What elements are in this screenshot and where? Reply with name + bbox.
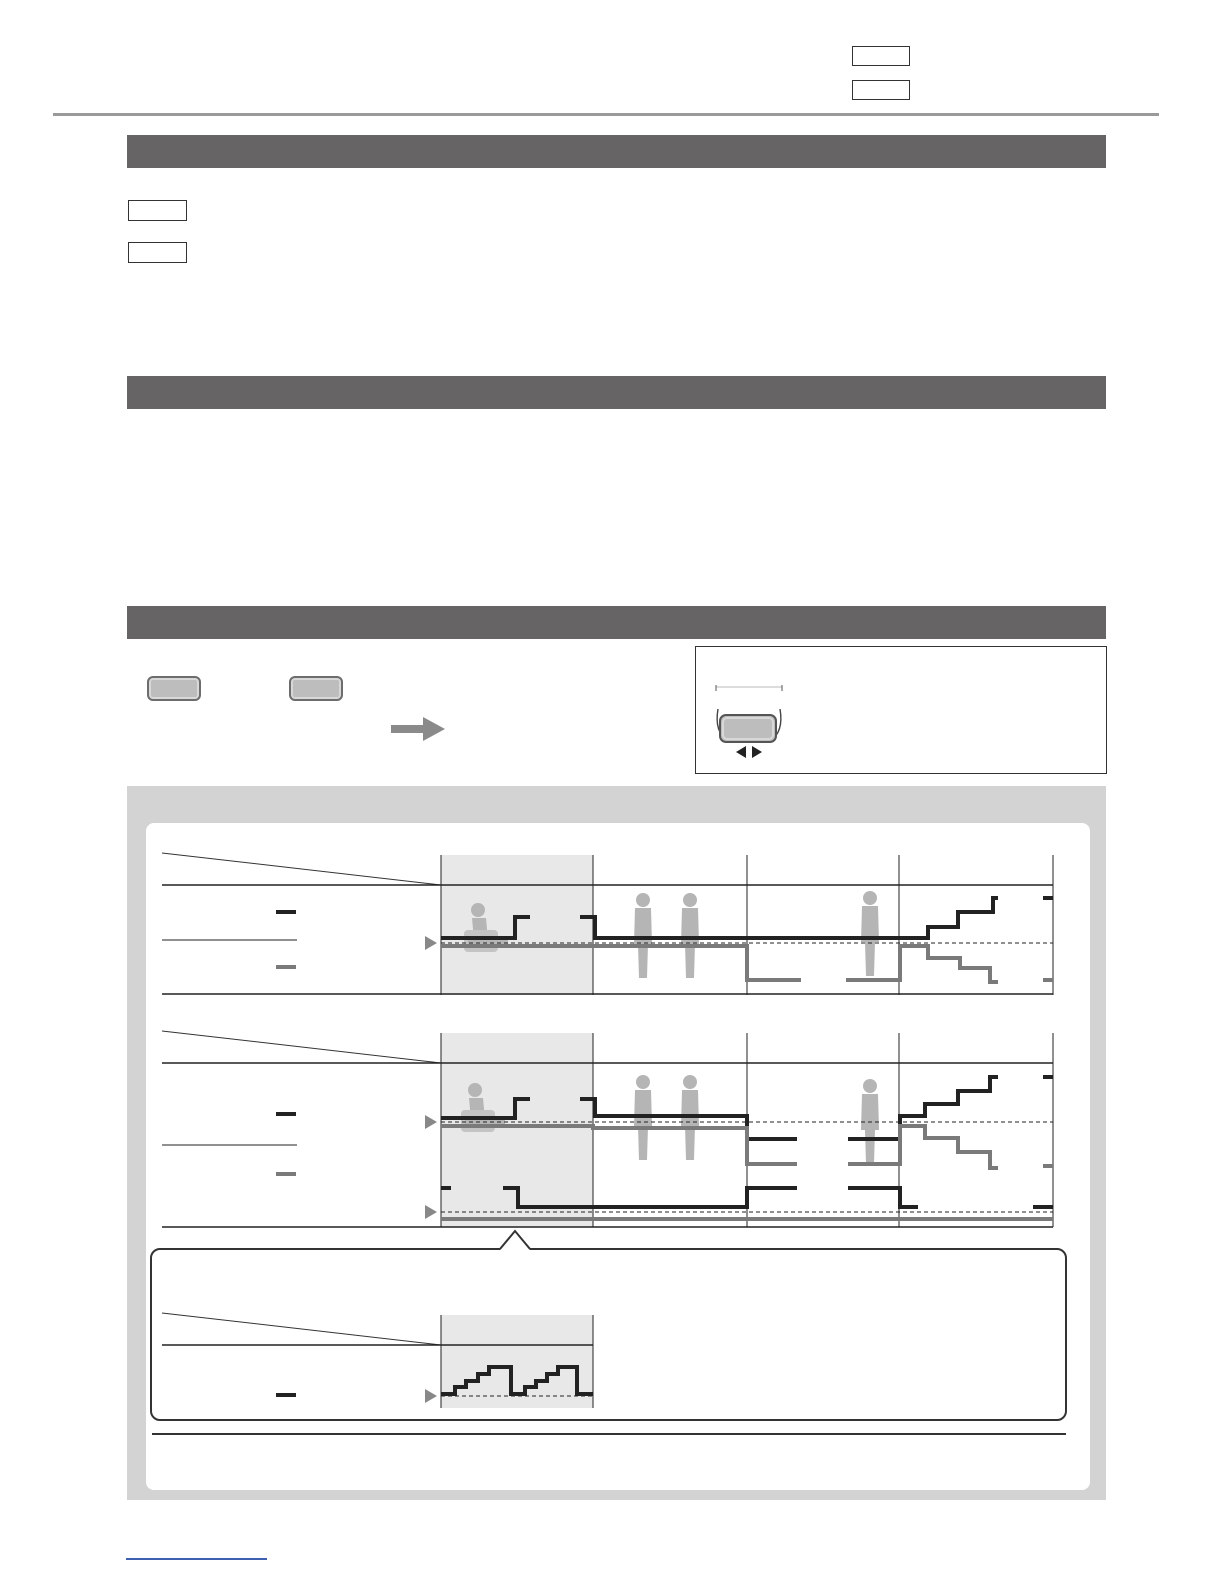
chart-3-reference-marker: [425, 1389, 437, 1403]
page-link-underline[interactable]: [126, 1558, 267, 1560]
figure-footnote-divider: [152, 1433, 1066, 1435]
